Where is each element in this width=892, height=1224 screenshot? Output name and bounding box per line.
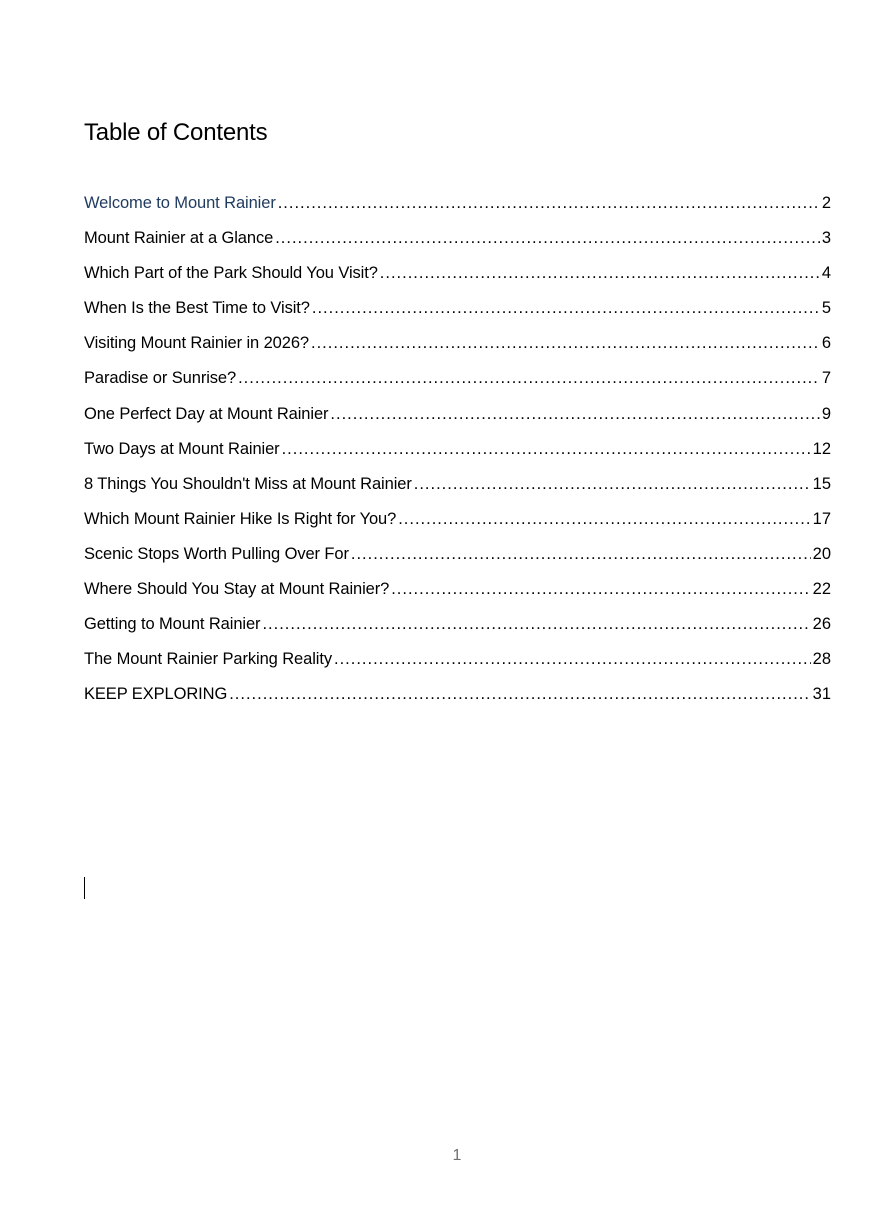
dot-leader — [351, 540, 811, 568]
toc-entry-title: When Is the Best Time to Visit? — [84, 299, 310, 318]
toc-entry-title: Which Part of the Park Should You Visit? — [84, 264, 378, 283]
dot-leader — [398, 505, 810, 533]
toc-entry-paradise-sunrise[interactable] — [84, 364, 831, 399]
toc-entry-which-part[interactable] — [84, 259, 831, 294]
dot-leader — [330, 400, 819, 428]
toc-entry-title: Where Should You Stay at Mount Rainier? — [84, 580, 390, 599]
table-of-contents — [84, 189, 831, 715]
dot-leader — [414, 470, 811, 498]
footer-page-number: 1 — [452, 1147, 462, 1164]
toc-entry-page: 20 — [812, 544, 831, 563]
toc-entry-page: 22 — [812, 580, 831, 599]
dot-leader — [312, 294, 820, 322]
toc-entry-one-day[interactable] — [84, 400, 831, 435]
toc-entry-page: 3 — [821, 229, 831, 248]
dot-leader — [311, 329, 820, 357]
toc-entry-eight-things[interactable] — [84, 470, 831, 505]
dot-leader — [275, 224, 820, 252]
toc-entry-keep-exploring[interactable] — [84, 680, 831, 715]
toc-entry-page: 28 — [812, 650, 831, 669]
dot-leader — [229, 680, 810, 708]
text-cursor[interactable] — [84, 877, 85, 899]
toc-entry-page: 17 — [812, 509, 831, 528]
toc-entry-two-days[interactable] — [84, 435, 831, 470]
dot-leader — [238, 364, 820, 392]
toc-entry-parking[interactable] — [84, 645, 831, 680]
toc-entry-title: Which Mount Rainier Hike Is Right for You? — [84, 509, 397, 528]
toc-entry-scenic-stops[interactable] — [84, 540, 831, 575]
toc-entry-title: Visiting Mount Rainier in 2026? — [84, 334, 309, 353]
dot-leader — [380, 259, 820, 287]
toc-entry-title: One Perfect Day at Mount Rainier — [84, 404, 329, 423]
dot-leader — [262, 610, 810, 638]
toc-entry-page: 12 — [812, 439, 831, 458]
toc-entry-page: 31 — [812, 685, 831, 704]
toc-entry-page: 4 — [821, 264, 831, 283]
toc-entry-title: Scenic Stops Worth Pulling Over For — [84, 544, 349, 563]
dot-leader — [282, 435, 811, 463]
toc-entry-page: 26 — [812, 615, 831, 634]
toc-entry-title: KEEP EXPLORING — [84, 685, 228, 704]
toc-entry-page: 9 — [821, 404, 831, 423]
toc-entry-title: The Mount Rainier Parking Reality — [84, 650, 332, 669]
toc-entry-title: Getting to Mount Rainier — [84, 615, 261, 634]
toc-heading: Table of Contents — [84, 119, 268, 146]
toc-entry-page: 5 — [821, 299, 831, 318]
toc-entry-title: Two Days at Mount Rainier — [84, 439, 280, 458]
toc-entry-title: Paradise or Sunrise? — [84, 369, 237, 388]
dot-leader — [391, 575, 810, 603]
toc-entry-welcome[interactable] — [84, 189, 831, 224]
toc-entry-best-time[interactable] — [84, 294, 831, 329]
toc-entry-page: 15 — [812, 474, 831, 493]
toc-entry-page: 6 — [821, 334, 831, 353]
toc-entry-where-to-stay[interactable] — [84, 575, 831, 610]
dot-leader — [334, 645, 811, 673]
toc-entry-page: 7 — [821, 369, 831, 388]
toc-entry-title: Mount Rainier at a Glance — [84, 229, 274, 248]
dot-leader — [278, 189, 820, 217]
toc-entry-at-a-glance[interactable] — [84, 224, 831, 259]
toc-entry-title: 8 Things You Shouldn't Miss at Mount Rainier — [84, 474, 412, 493]
toc-entry-which-hike[interactable] — [84, 505, 831, 540]
toc-entry-getting-there[interactable] — [84, 610, 831, 645]
toc-entry-2026[interactable] — [84, 329, 831, 364]
toc-entry-page: 2 — [821, 194, 831, 212]
toc-entry-title: Welcome to Mount Rainier — [84, 194, 276, 212]
